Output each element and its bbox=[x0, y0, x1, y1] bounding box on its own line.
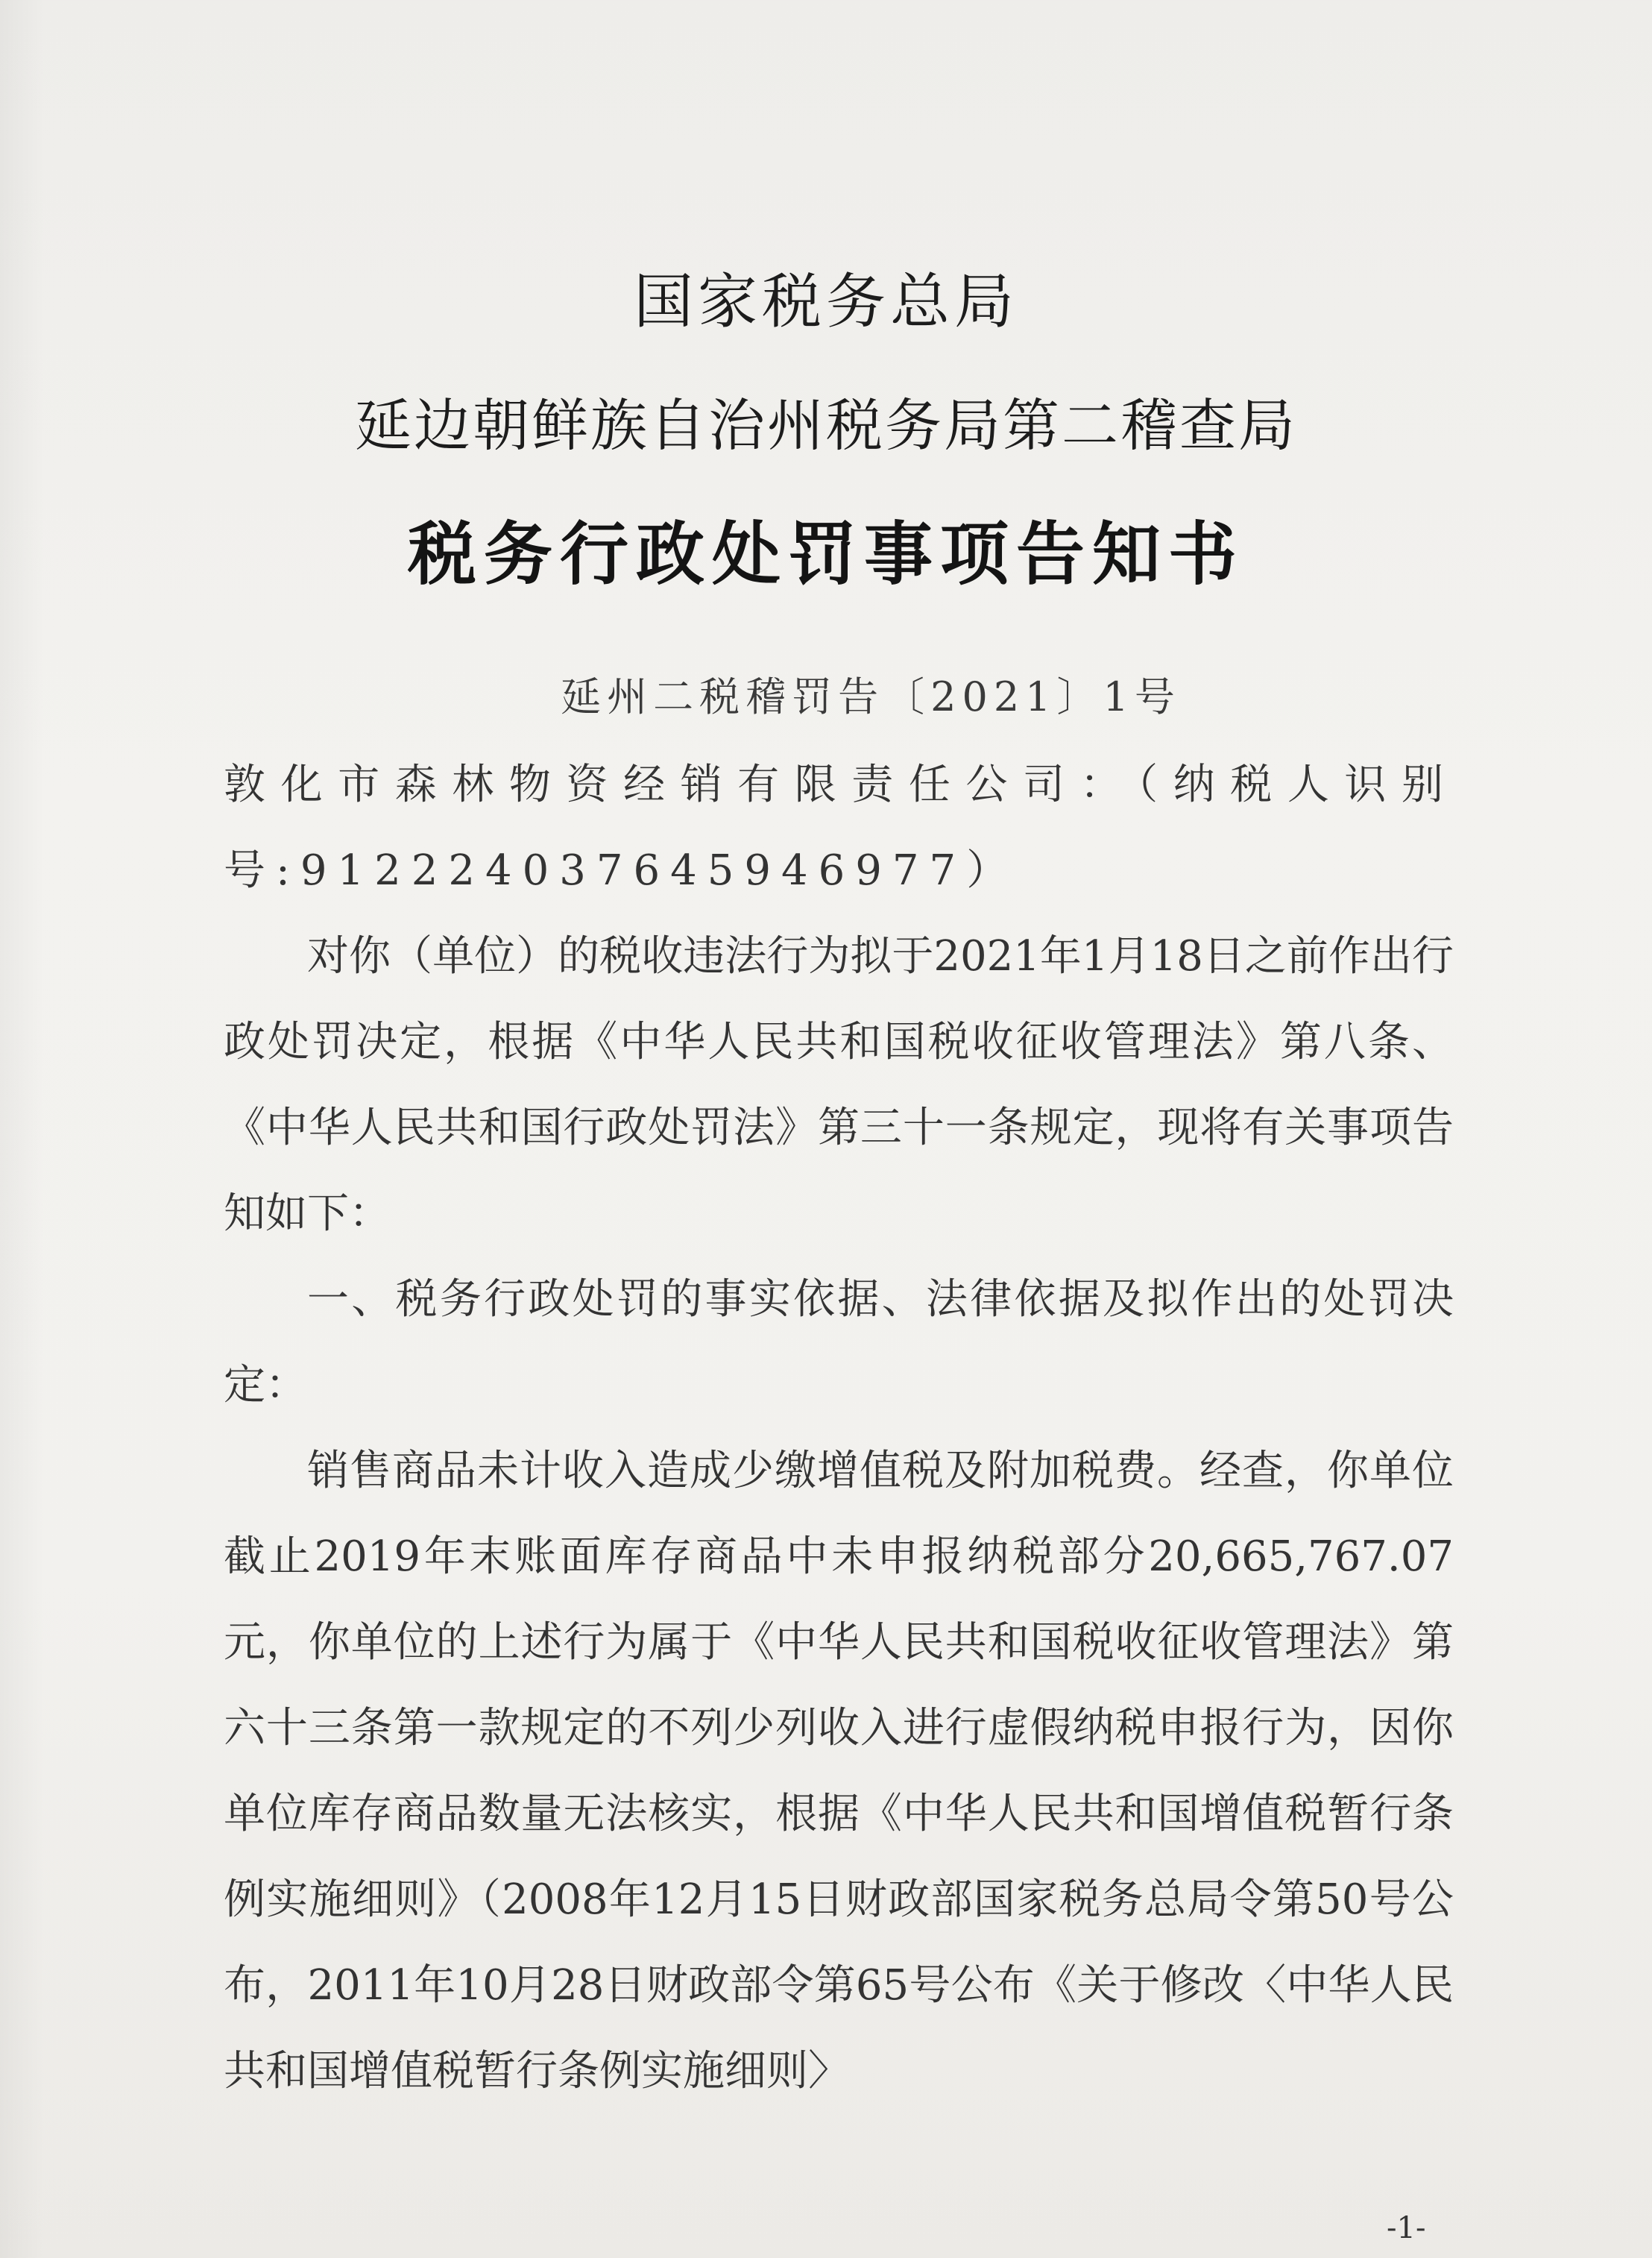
intro-paragraph: 对你（单位）的税收违法行为拟于2021年1月18日之前作出行政处罚决定，根据《中华人民共和国税收征收管理法》第八条、《中华人民共和国行政处罚法》第三十一条规定，现将有关事项告知如下： bbox=[224, 932, 1454, 1238]
facts-paragraph: 销售商品未计收入造成少缴增值税及附加税费。经查，你单位截止2019年末账面库存商品中未申报纳税部分20,665,767.07元，你单位的上述行为属于《中华人民共和国税收征收管理法》第六十三条第一款规定的不列少列收入进行虚假纳税申报行为，因你单位库存商品数量无法核实，根据《中华人民共和国增值税暂行条例实施细则》（2008年12月15日财政部国家税务总局令第50号公布，2011年10月28日财政部令第65号公布《关于修改〈中华人民共和国增值税暂行条例实施细则〉 bbox=[224, 1447, 1454, 2095]
document-title: 税务行政处罚事项告知书 bbox=[407, 515, 1244, 594]
page-number: -1- bbox=[1387, 2211, 1426, 2245]
addressee: 敦化市森林物资经销有限责任公司：（纳税人识别号:912224037645946977） bbox=[224, 761, 1454, 895]
agency-name-line1: 国家税务总局 bbox=[634, 267, 1018, 336]
document-number: 延州二税稽罚告〔2021〕1号 bbox=[561, 673, 1181, 720]
document-body bbox=[224, 742, 1454, 2114]
section-one-heading: 一、税务行政处罚的事实依据、法律依据及拟作出的处罚决定： bbox=[224, 1275, 1454, 1409]
agency-name-line2: 延边朝鲜族自治州税务局第二稽查局 bbox=[355, 392, 1297, 459]
